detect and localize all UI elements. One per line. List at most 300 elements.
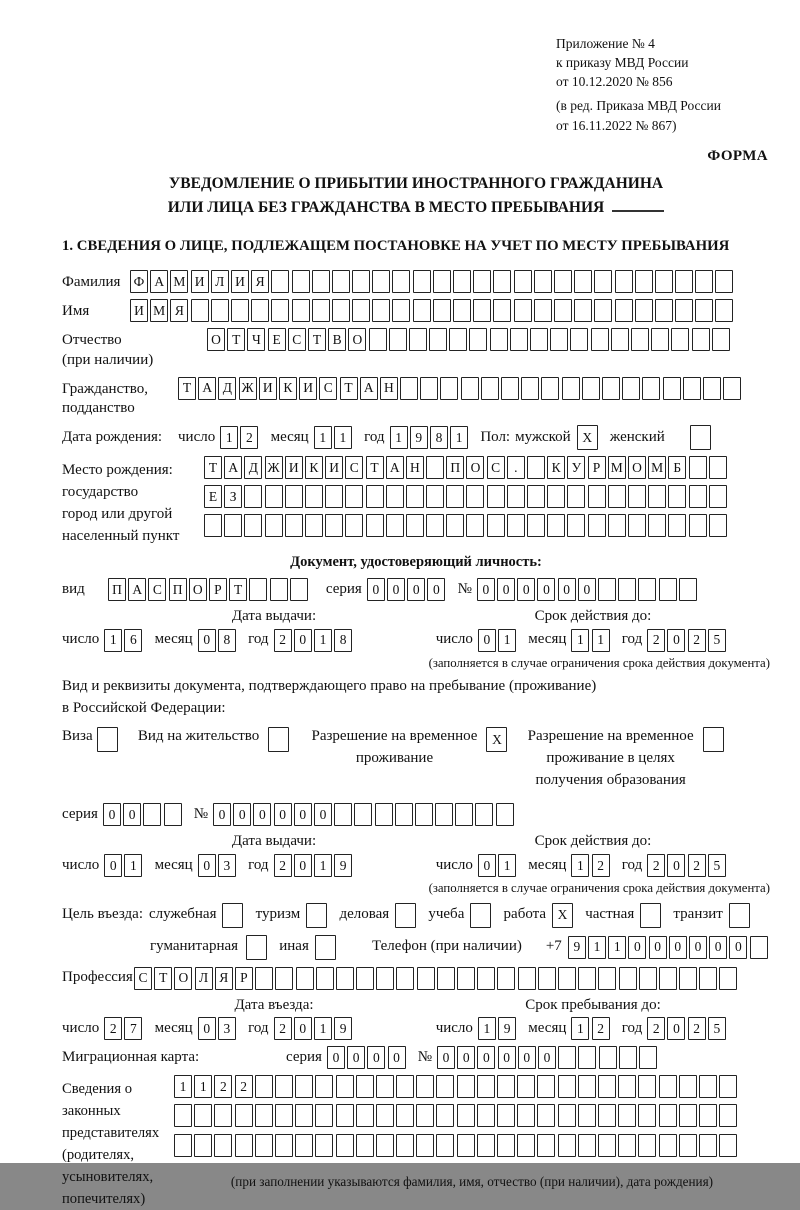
char-box[interactable] (336, 1134, 354, 1157)
char-box[interactable] (295, 1104, 313, 1127)
char-box[interactable]: 3 (218, 1017, 236, 1040)
char-box[interactable] (194, 1104, 212, 1127)
char-box[interactable]: 1 (314, 426, 332, 449)
char-box[interactable] (356, 1134, 374, 1157)
char-box[interactable] (449, 328, 467, 351)
char-box[interactable] (699, 1075, 717, 1098)
char-box[interactable] (429, 328, 447, 351)
char-box[interactable] (659, 1075, 677, 1098)
char-box[interactable]: 1 (220, 426, 238, 449)
char-box[interactable] (466, 514, 484, 537)
char-box[interactable] (214, 1104, 232, 1127)
char-box[interactable] (578, 967, 596, 990)
char-box[interactable] (332, 270, 350, 293)
char-box[interactable] (375, 803, 393, 826)
char-box[interactable] (514, 299, 532, 322)
char-box[interactable]: 0 (274, 803, 292, 826)
char-box[interactable] (547, 514, 565, 537)
char-box[interactable] (224, 514, 242, 537)
char-box[interactable]: А (150, 270, 168, 293)
char-box[interactable]: 2 (592, 854, 610, 877)
char-box[interactable] (659, 967, 677, 990)
char-box[interactable]: С (345, 456, 363, 479)
char-box[interactable]: 1 (334, 426, 352, 449)
char-box[interactable] (570, 328, 588, 351)
char-box[interactable]: Д (218, 377, 236, 400)
char-box[interactable] (608, 514, 626, 537)
char-box[interactable]: 0 (294, 629, 312, 652)
char-box[interactable] (336, 967, 354, 990)
char-box[interactable] (497, 967, 515, 990)
char-box[interactable] (477, 1075, 495, 1098)
char-box[interactable]: М (170, 270, 188, 293)
char-box[interactable] (477, 1104, 495, 1127)
char-box[interactable]: 0 (518, 1046, 536, 1069)
char-box[interactable] (395, 803, 413, 826)
char-box[interactable] (143, 803, 161, 826)
char-box[interactable] (558, 1075, 576, 1098)
char-box[interactable] (574, 270, 592, 293)
char-box[interactable]: 0 (667, 854, 685, 877)
char-box[interactable] (376, 1104, 394, 1127)
char-box[interactable]: 0 (649, 936, 667, 959)
char-box[interactable]: 0 (407, 578, 425, 601)
char-box[interactable] (457, 1075, 475, 1098)
char-box[interactable] (356, 1104, 374, 1127)
char-box[interactable] (598, 967, 616, 990)
char-box[interactable] (356, 1075, 374, 1098)
char-box[interactable]: Ж (239, 377, 257, 400)
char-box[interactable] (271, 270, 289, 293)
char-box[interactable]: . (507, 456, 525, 479)
char-box[interactable] (655, 270, 673, 293)
char-box[interactable] (567, 514, 585, 537)
char-box[interactable]: К (547, 456, 565, 479)
char-box[interactable]: 0 (103, 803, 121, 826)
char-box[interactable] (659, 1104, 677, 1127)
char-box[interactable] (615, 299, 633, 322)
char-box[interactable] (396, 1134, 414, 1157)
char-box[interactable]: С (319, 377, 337, 400)
char-box[interactable]: 0 (497, 578, 515, 601)
char-box[interactable] (295, 1134, 313, 1157)
char-box[interactable]: 2 (274, 854, 292, 877)
char-box[interactable] (271, 299, 289, 322)
char-box[interactable]: 0 (437, 1046, 455, 1069)
char-box[interactable]: А (198, 377, 216, 400)
char-box[interactable]: 0 (104, 854, 122, 877)
char-box[interactable]: 9 (410, 426, 428, 449)
char-box[interactable] (275, 1104, 293, 1127)
char-box[interactable] (316, 967, 334, 990)
char-box[interactable] (527, 485, 545, 508)
char-box[interactable]: О (207, 328, 225, 351)
char-box[interactable] (507, 514, 525, 537)
char-box[interactable] (436, 1134, 454, 1157)
char-box[interactable]: 9 (334, 854, 352, 877)
char-box[interactable] (635, 299, 653, 322)
char-box[interactable] (406, 485, 424, 508)
char-box[interactable] (715, 270, 733, 293)
char-box[interactable] (598, 1075, 616, 1098)
char-box[interactable] (578, 1046, 596, 1069)
char-box[interactable]: 0 (558, 578, 576, 601)
char-box[interactable] (211, 299, 229, 322)
char-box[interactable]: 9 (568, 936, 586, 959)
char-box[interactable] (538, 967, 556, 990)
char-box[interactable] (554, 299, 572, 322)
char-box[interactable] (461, 377, 479, 400)
char-box[interactable] (440, 377, 458, 400)
char-box[interactable] (235, 1104, 253, 1127)
char-box[interactable] (527, 456, 545, 479)
char-box[interactable] (470, 903, 491, 928)
char-box[interactable]: Л (195, 967, 213, 990)
char-box[interactable] (712, 328, 730, 351)
char-box[interactable]: О (466, 456, 484, 479)
char-box[interactable] (574, 299, 592, 322)
char-box[interactable] (235, 1134, 253, 1157)
char-box[interactable] (628, 514, 646, 537)
char-box[interactable] (376, 1075, 394, 1098)
char-box[interactable] (675, 270, 693, 293)
char-box[interactable]: 1 (571, 1017, 589, 1040)
char-box[interactable]: X (486, 727, 507, 752)
char-box[interactable]: 1 (608, 936, 626, 959)
char-box[interactable]: М (150, 299, 168, 322)
char-box[interactable] (416, 1104, 434, 1127)
char-box[interactable] (619, 1046, 637, 1069)
char-box[interactable] (558, 967, 576, 990)
char-box[interactable] (416, 1075, 434, 1098)
char-box[interactable] (426, 456, 444, 479)
char-box[interactable]: 0 (709, 936, 727, 959)
char-box[interactable] (497, 1075, 515, 1098)
char-box[interactable] (534, 299, 552, 322)
char-box[interactable] (719, 1075, 737, 1098)
char-box[interactable]: Ж (265, 456, 283, 479)
char-box[interactable] (719, 1104, 737, 1127)
char-box[interactable] (582, 377, 600, 400)
char-box[interactable]: 0 (578, 578, 596, 601)
char-box[interactable]: 0 (427, 578, 445, 601)
char-box[interactable]: 0 (667, 1017, 685, 1040)
char-box[interactable] (709, 456, 727, 479)
char-box[interactable] (315, 1075, 333, 1098)
char-box[interactable]: П (108, 578, 126, 601)
char-box[interactable]: Ф (130, 270, 148, 293)
char-box[interactable] (477, 1134, 495, 1157)
char-box[interactable] (715, 299, 733, 322)
char-box[interactable]: 0 (689, 936, 707, 959)
char-box[interactable] (396, 1075, 414, 1098)
char-box[interactable] (473, 299, 491, 322)
char-box[interactable] (290, 578, 308, 601)
char-box[interactable]: 0 (478, 629, 496, 652)
char-box[interactable] (497, 1134, 515, 1157)
char-box[interactable]: 0 (294, 1017, 312, 1040)
char-box[interactable] (642, 377, 660, 400)
char-box[interactable]: Е (204, 485, 222, 508)
char-box[interactable] (640, 903, 661, 928)
char-box[interactable] (406, 514, 424, 537)
char-box[interactable]: И (191, 270, 209, 293)
char-box[interactable] (265, 514, 283, 537)
char-box[interactable]: Т (204, 456, 222, 479)
char-box[interactable]: 0 (367, 578, 385, 601)
char-box[interactable] (699, 1134, 717, 1157)
char-box[interactable] (558, 1046, 576, 1069)
char-box[interactable] (719, 1134, 737, 1157)
char-box[interactable] (588, 514, 606, 537)
char-box[interactable]: Т (154, 967, 172, 990)
char-box[interactable] (668, 485, 686, 508)
char-box[interactable] (578, 1075, 596, 1098)
char-box[interactable] (292, 299, 310, 322)
char-box[interactable] (663, 377, 681, 400)
char-box[interactable]: 0 (253, 803, 271, 826)
char-box[interactable]: К (305, 456, 323, 479)
char-box[interactable] (689, 514, 707, 537)
char-box[interactable] (409, 328, 427, 351)
char-box[interactable]: 1 (124, 854, 142, 877)
char-box[interactable]: 2 (647, 1017, 665, 1040)
char-box[interactable] (554, 270, 572, 293)
char-box[interactable]: 2 (688, 629, 706, 652)
char-box[interactable]: 0 (729, 936, 747, 959)
char-box[interactable] (446, 514, 464, 537)
char-box[interactable] (599, 1046, 617, 1069)
char-box[interactable]: 5 (708, 629, 726, 652)
char-box[interactable] (594, 299, 612, 322)
char-box[interactable]: 0 (477, 578, 495, 601)
char-box[interactable] (550, 328, 568, 351)
char-box[interactable] (679, 578, 697, 601)
char-box[interactable]: 0 (457, 1046, 475, 1069)
char-box[interactable] (558, 1104, 576, 1127)
char-box[interactable]: П (446, 456, 464, 479)
char-box[interactable] (204, 514, 222, 537)
char-box[interactable] (679, 1104, 697, 1127)
char-box[interactable] (683, 377, 701, 400)
char-box[interactable]: О (348, 328, 366, 351)
char-box[interactable]: У (567, 456, 585, 479)
char-box[interactable]: В (328, 328, 346, 351)
char-box[interactable]: Н (406, 456, 424, 479)
char-box[interactable] (709, 485, 727, 508)
char-box[interactable] (679, 967, 697, 990)
char-box[interactable] (246, 935, 267, 960)
char-box[interactable] (231, 299, 249, 322)
char-box[interactable]: 1 (314, 1017, 332, 1040)
char-box[interactable]: 0 (198, 1017, 216, 1040)
char-box[interactable] (514, 270, 532, 293)
char-box[interactable]: 2 (647, 854, 665, 877)
char-box[interactable] (315, 935, 336, 960)
char-box[interactable]: 0 (538, 1046, 556, 1069)
char-box[interactable] (376, 1134, 394, 1157)
char-box[interactable] (638, 1075, 656, 1098)
char-box[interactable]: Т (366, 456, 384, 479)
char-box[interactable]: 1 (314, 629, 332, 652)
char-box[interactable]: 0 (123, 803, 141, 826)
char-box[interactable]: 1 (592, 629, 610, 652)
char-box[interactable] (527, 514, 545, 537)
char-box[interactable]: 0 (477, 1046, 495, 1069)
char-box[interactable] (695, 270, 713, 293)
char-box[interactable] (541, 377, 559, 400)
char-box[interactable]: С (487, 456, 505, 479)
char-box[interactable]: Т (340, 377, 358, 400)
char-box[interactable] (435, 803, 453, 826)
char-box[interactable]: 0 (628, 936, 646, 959)
char-box[interactable]: 5 (708, 1017, 726, 1040)
char-box[interactable]: 1 (498, 629, 516, 652)
char-box[interactable] (305, 485, 323, 508)
char-box[interactable] (638, 578, 656, 601)
char-box[interactable] (416, 1134, 434, 1157)
char-box[interactable]: Ч (247, 328, 265, 351)
char-box[interactable] (334, 803, 352, 826)
char-box[interactable] (437, 967, 455, 990)
char-box[interactable]: 8 (430, 426, 448, 449)
char-box[interactable] (352, 270, 370, 293)
char-box[interactable] (315, 1134, 333, 1157)
char-box[interactable] (578, 1104, 596, 1127)
char-box[interactable]: 0 (198, 854, 216, 877)
char-box[interactable] (558, 1134, 576, 1157)
char-box[interactable]: М (608, 456, 626, 479)
char-box[interactable] (352, 299, 370, 322)
char-box[interactable] (659, 578, 677, 601)
char-box[interactable]: С (134, 967, 152, 990)
char-box[interactable] (598, 578, 616, 601)
char-box[interactable] (615, 270, 633, 293)
char-box[interactable]: 0 (387, 578, 405, 601)
char-box[interactable] (369, 328, 387, 351)
char-box[interactable]: С (148, 578, 166, 601)
char-box[interactable] (622, 377, 640, 400)
char-box[interactable] (415, 803, 433, 826)
char-box[interactable] (194, 1134, 212, 1157)
char-box[interactable] (517, 1104, 535, 1127)
char-box[interactable]: 1 (588, 936, 606, 959)
char-box[interactable] (265, 485, 283, 508)
char-box[interactable]: 2 (104, 1017, 122, 1040)
char-box[interactable] (249, 578, 267, 601)
char-box[interactable] (457, 1104, 475, 1127)
char-box[interactable]: 2 (688, 1017, 706, 1040)
char-box[interactable] (312, 270, 330, 293)
char-box[interactable] (436, 1104, 454, 1127)
char-box[interactable] (679, 1075, 697, 1098)
char-box[interactable]: И (299, 377, 317, 400)
char-box[interactable] (268, 727, 289, 752)
char-box[interactable] (602, 377, 620, 400)
char-box[interactable] (372, 270, 390, 293)
char-box[interactable] (325, 485, 343, 508)
char-box[interactable] (366, 485, 384, 508)
char-box[interactable]: 2 (688, 854, 706, 877)
char-box[interactable]: 0 (537, 578, 555, 601)
char-box[interactable] (312, 299, 330, 322)
char-box[interactable] (750, 936, 768, 959)
char-box[interactable] (496, 803, 514, 826)
char-box[interactable] (306, 903, 327, 928)
char-box[interactable] (703, 377, 721, 400)
char-box[interactable]: 0 (478, 854, 496, 877)
char-box[interactable]: А (360, 377, 378, 400)
char-box[interactable] (270, 578, 288, 601)
char-box[interactable] (619, 967, 637, 990)
char-box[interactable]: Р (209, 578, 227, 601)
char-box[interactable]: 2 (274, 629, 292, 652)
char-box[interactable] (618, 1075, 636, 1098)
char-box[interactable]: 8 (334, 629, 352, 652)
char-box[interactable]: Я (170, 299, 188, 322)
char-box[interactable] (473, 270, 491, 293)
char-box[interactable] (164, 803, 182, 826)
char-box[interactable] (723, 377, 741, 400)
char-box[interactable]: 2 (235, 1075, 253, 1098)
char-box[interactable] (521, 377, 539, 400)
char-box[interactable]: Н (380, 377, 398, 400)
char-box[interactable]: 1 (314, 854, 332, 877)
char-box[interactable] (537, 1075, 555, 1098)
char-box[interactable]: 0 (347, 1046, 365, 1069)
char-box[interactable] (493, 270, 511, 293)
char-box[interactable] (336, 1104, 354, 1127)
char-box[interactable]: 2 (274, 1017, 292, 1040)
char-box[interactable]: Л (211, 270, 229, 293)
char-box[interactable]: 0 (669, 936, 687, 959)
char-box[interactable] (648, 514, 666, 537)
char-box[interactable] (396, 1104, 414, 1127)
char-box[interactable]: Т (308, 328, 326, 351)
char-box[interactable] (174, 1134, 192, 1157)
char-box[interactable]: 1 (478, 1017, 496, 1040)
char-box[interactable] (420, 377, 438, 400)
char-box[interactable] (729, 903, 750, 928)
char-box[interactable] (709, 514, 727, 537)
char-box[interactable] (493, 299, 511, 322)
char-box[interactable] (386, 485, 404, 508)
char-box[interactable] (501, 377, 519, 400)
char-box[interactable] (578, 1134, 596, 1157)
char-box[interactable] (426, 485, 444, 508)
char-box[interactable] (275, 967, 293, 990)
char-box[interactable]: Т (227, 328, 245, 351)
char-box[interactable] (639, 1046, 657, 1069)
char-box[interactable] (497, 1104, 515, 1127)
char-box[interactable] (651, 328, 669, 351)
char-box[interactable]: Р (588, 456, 606, 479)
char-box[interactable]: 1 (571, 854, 589, 877)
char-box[interactable] (481, 377, 499, 400)
char-box[interactable] (591, 328, 609, 351)
char-box[interactable] (354, 803, 372, 826)
char-box[interactable] (372, 299, 390, 322)
char-box[interactable]: П (169, 578, 187, 601)
char-box[interactable] (436, 1075, 454, 1098)
char-box[interactable]: И (259, 377, 277, 400)
char-box[interactable]: И (231, 270, 249, 293)
char-box[interactable] (530, 328, 548, 351)
char-box[interactable] (336, 1075, 354, 1098)
char-box[interactable] (631, 328, 649, 351)
char-box[interactable] (376, 967, 394, 990)
char-box[interactable] (345, 485, 363, 508)
